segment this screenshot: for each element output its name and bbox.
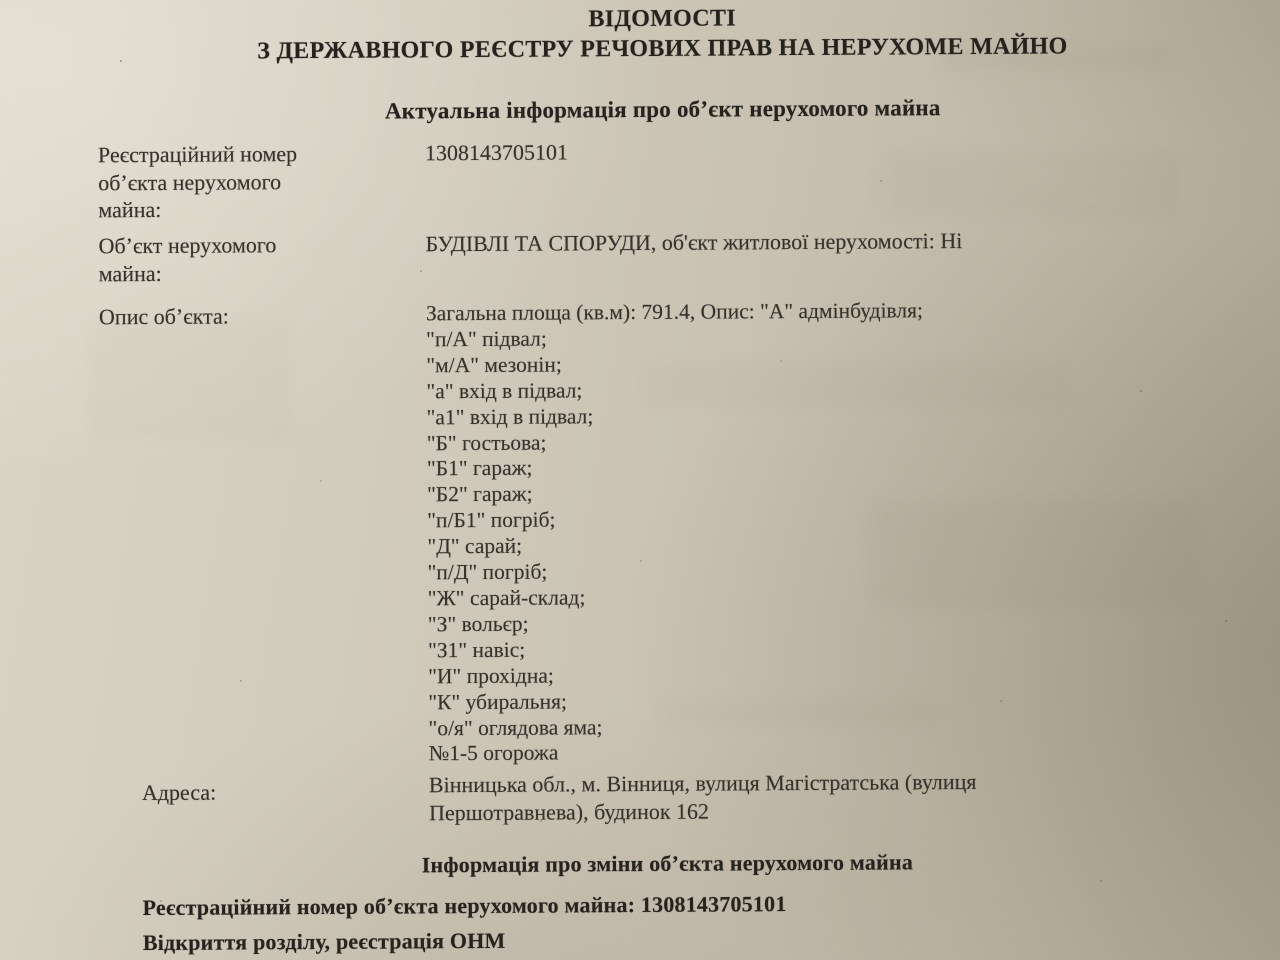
field-label-address: Адреса:: [141, 779, 217, 806]
description-line: "Д" сарай;: [427, 533, 523, 559]
description-line: "а1" вхід в підвал;: [426, 403, 594, 429]
description-line: "З1" навіс;: [427, 637, 526, 663]
description-line: "п/Д" погріб;: [427, 559, 548, 585]
field-label-description: Опис об’єкта:: [98, 303, 229, 330]
document-title: [47, 0, 1277, 68]
section-heading-changes-info: Інформація про зміни об’єкта нерухомого майна: [421, 849, 914, 878]
field-value-registration-number: 1308143705101: [424, 139, 569, 166]
field-value-object: БУДІВЛІ ТА СПОРУДИ, об'єкт житлової нерухомості: Ні: [425, 228, 963, 257]
changes-action-line: Відкриття розділу, реєстрація ОНМ: [142, 927, 506, 956]
section-heading-actual-info: Актуальна інформація про об’єкт нерухомого майна: [384, 95, 941, 124]
description-line: "И" прохідна;: [428, 663, 554, 688]
description-line: "о/я" оглядова яма;: [428, 714, 603, 740]
description-line: "Б1" гараж;: [426, 456, 533, 481]
description-line: "п/Б1" погріб;: [427, 507, 556, 533]
description-line: "п/А" підвал;: [426, 326, 547, 352]
changes-registration-number-line: Реєстраційний номер об’єкта нерухомого майна: 1308143705101: [142, 891, 787, 921]
description-line: "м/А" мезонін;: [426, 352, 562, 378]
description-line: Загальна площа (кв.м): 791.4, Опис: "А" адмінбудівля;: [425, 298, 924, 326]
document-title-line2: З ДЕРЖАВНОГО РЕЄСТРУ РЕЧОВИХ ПРАВ НА НЕРУХОМЕ МАЙНО: [257, 33, 1068, 65]
field-label-object: Об’єкт нерухомого майна:: [98, 232, 277, 286]
field-value-description: [426, 297, 1174, 768]
description-line: "а" вхід в підвал;: [426, 378, 583, 404]
field-label-registration-number: Реєстраційний номер об’єкта нерухомого майна:: [97, 141, 298, 223]
description-line: "Б2" гараж;: [427, 482, 533, 507]
description-line: "Ж" сарай-склад;: [427, 585, 586, 611]
document-title-line1: ВІДОМОСТІ: [588, 5, 737, 33]
description-line: "К" убиральня;: [428, 689, 568, 714]
description-line: "З" вольєр;: [427, 611, 529, 637]
description-line: "Б" гостьова;: [426, 430, 547, 455]
description-line: №1-5 огорожа: [428, 740, 559, 766]
field-value-address: Вінницька обл., м. Вінниця, вулиця Магістратська (вулиця Першотравнева), будинок 162: [428, 768, 977, 826]
